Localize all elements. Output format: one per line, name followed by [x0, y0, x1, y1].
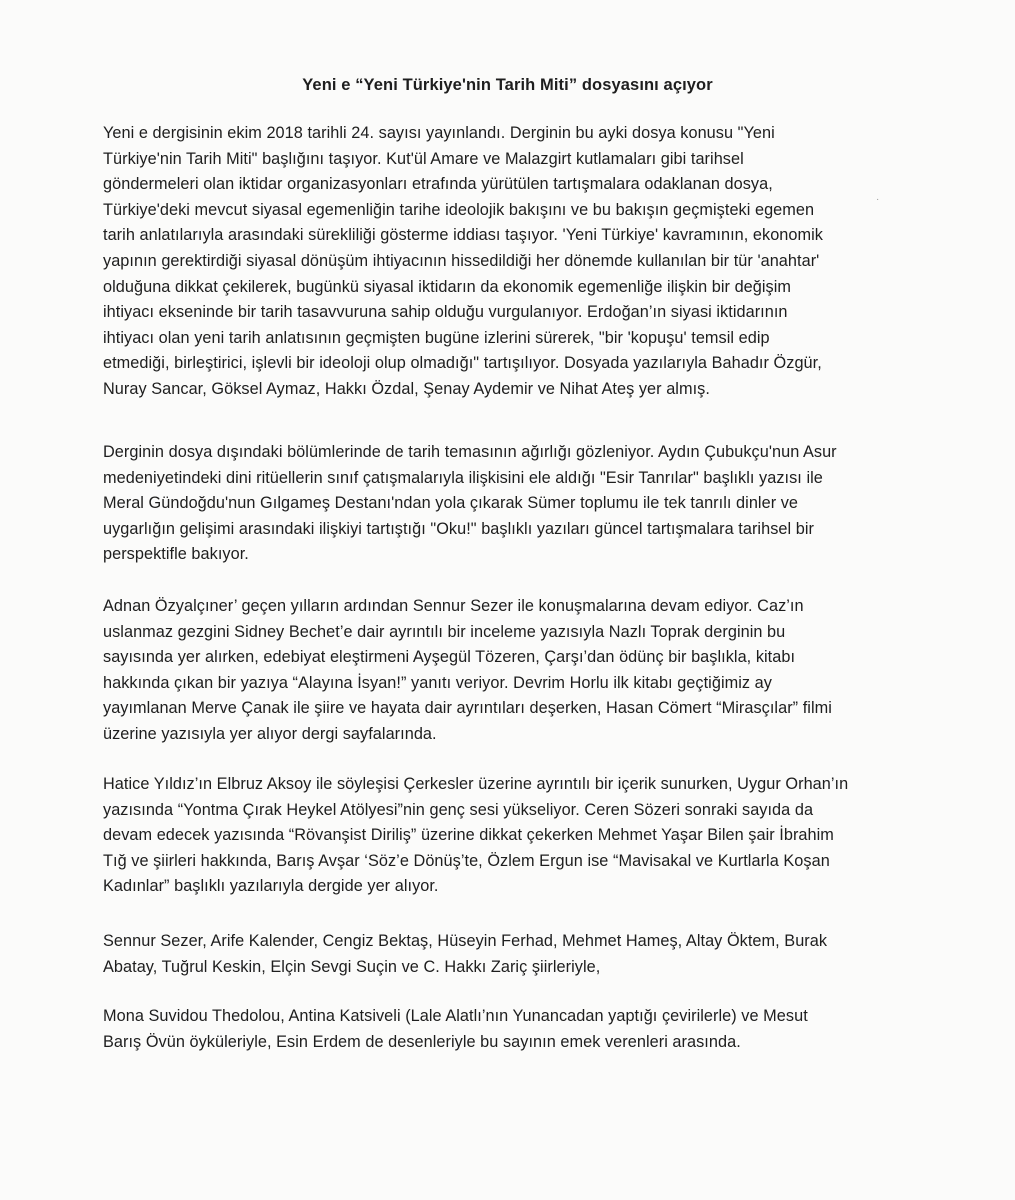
paragraph-line: Abatay, Tuğrul Keskin, Elçin Sevgi Suçin ve C. Hakkı Zariç şiirleriyle,	[103, 957, 601, 976]
paragraph-line: yapının gerektirdiği siyasal dönüşüm ihtiyacının hissedildiği her dönemde kullanılan bir tür 'anahtar'	[103, 251, 820, 270]
paragraph-line: Sennur Sezer, Arife Kalender, Cengiz Bektaş, Hüseyin Ferhad, Mehmet Hameş, Altay Öktem, Burak	[103, 932, 828, 950]
paragraph-line: sayısında yer alırken, edebiyat eleştirmeni Ayşegül Tözeren, Çarşı’dan ödünç bir başlıkla, kitabı	[103, 648, 796, 667]
paragraph-line: Nuray Sancar, Göksel Aymaz, Hakkı Özdal, Şenay Aydemir ve Nihat Ateş yer almış.	[103, 379, 710, 398]
paragraph-line: olduğuna dikkat çekilerek, bugünkü siyasal iktidarın da ekonomik egemenliğe ilişkin bir değişim	[103, 277, 792, 296]
paragraph-line: Türkiye'deki mevcut siyasal egemenliğin tarihe ideolojik bakışını ve bu bakışın geçmişteki egemen	[103, 200, 815, 219]
paragraph-line: etmediği, birleştirici, işlevli bir ideoloji olup olmadığı" tartışılıyor. Dosyada yazılarıyla Bahadır Özgür,	[103, 354, 822, 373]
paragraph-interviews	[103, 594, 903, 748]
paragraph-line: Kadınlar” başlıklı yazılarıyla dergide yer alıyor.	[103, 877, 439, 896]
paragraph-essays	[103, 772, 903, 900]
paragraph-line: ihtiyacı olan yeni tarih anlatısının geçmişten bugüne izlerini sürerek, "bir 'kopuşu' temsil edip	[103, 328, 770, 347]
paragraph-line: Tığ ve şiirleri hakkında, Barış Avşar ‘Söz’e Dönüş’te, Özlem Ergun ise “Mavisakal ve Kurtlarla Koşan	[103, 851, 830, 870]
paragraph-line: Hatice Yıldız’ın Elbruz Aksoy ile söyleşisi Çerkesler üzerine ayrıntılı bir içerik sunurken, Uygur Orhan’ın	[103, 775, 849, 793]
paragraph-contributors	[103, 1004, 903, 1055]
paragraph-line: Adnan Özyalçıner’ geçen yılların ardından Sennur Sezer ile konuşmalarına devam ediyor. Caz’ın	[103, 597, 804, 615]
paragraph-line: devam edecek yazısında “Rövanşist Diriliş” üzerine dikkat çekerken Mehmet Yaşar Bilen şair İbrahim	[103, 826, 834, 845]
paragraph-line: yazısında “Yontma Çırak Heykel Atölyesi”nin genç sesi yükseliyor. Ceren Sözeri sonraki sayıda da	[103, 800, 814, 819]
paragraph-line: üzerine yazısıyla yer alıyor dergi sayfalarında.	[103, 724, 437, 743]
paragraph-line: Mona Suvidou Thedolou, Antina Katsiveli (Lale Alatlı’nın Yunancadan yaptığı çevirilerle) ve Mesut	[103, 1007, 808, 1025]
paragraph-line: Yeni e dergisinin ekim 2018 tarihli 24. sayısı yayınlandı. Derginin bu ayki dosya konusu "Yeni	[103, 124, 775, 142]
paragraph-line: medeniyetindeki dini ritüellerin sınıf çatışmalarıyla ilişkisini ele aldığı "Esir Tanrılar" başlıklı yazısı ile	[103, 468, 823, 487]
paragraph-poets	[103, 929, 903, 980]
document-title: Yeni e “Yeni Türkiye'nin Tarih Miti” dosyasını açıyor	[302, 76, 713, 94]
scan-speck: ·	[876, 194, 880, 205]
paragraph-line: perspektifle bakıyor.	[103, 545, 249, 564]
paragraph-line: uslanmaz gezgini Sidney Bechet’e dair ayrıntılı bir inceleme yazısıyla Nazlı Toprak derginin bu	[103, 622, 786, 641]
paragraph-line: hakkında çıkan bir yazıya “Alayına İsyan!” yanıtı veriyor. Devrim Horlu ilk kitabı geçtiğimiz ay	[103, 673, 772, 692]
paragraph-line: Barış Övün öyküleriyle, Esin Erdem de desenleriyle bu sayının emek verenleri arasında.	[103, 1032, 741, 1051]
paragraph-dossier-intro	[103, 121, 903, 403]
paragraph-line: Derginin dosya dışındaki bölümlerinde de tarih temasının ağırlığı gözleniyor. Aydın Çubukçu'nun Asur	[103, 443, 837, 461]
paragraph-line: Türkiye'nin Tarih Miti" başlığını taşıyor. Kut'ül Amare ve Malazgirt kutlamaları gibi tarihsel	[103, 149, 744, 168]
paragraph-line: yayımlanan Merve Çanak ile şiire ve hayata dair ayrıntıları deşerken, Hasan Cömert “Mirasçılar” filmi	[103, 699, 832, 718]
paragraph-line: göndermeleri olan iktidar organizasyonları etrafında yürütülen tartışmalara odaklanan dosya,	[103, 175, 773, 194]
paragraph-line: ihtiyacı ekseninde bir tarih tasavvuruna sahip olduğu vurgulanıyor. Erdoğan’ın siyasi iktidarının	[103, 303, 788, 322]
paragraph-history-theme	[103, 440, 903, 568]
paragraph-line: uygarlığın gelişimi arasındaki ilişkiyi tartıştığı "Oku!" başlıklı yazıları güncel tartışmalara tarihsel bir	[103, 519, 814, 538]
paragraph-line: tarih anlatılarıyla arasındaki sürekliliği gösterme iddiası taşıyor. 'Yeni Türkiye' kavramının, ekonomik	[103, 226, 823, 245]
paragraph-line: Meral Gündoğdu'nun Gılgameş Destanı'ndan yola çıkarak Sümer toplumu ile tek tanrılı dinler ve	[103, 494, 799, 513]
